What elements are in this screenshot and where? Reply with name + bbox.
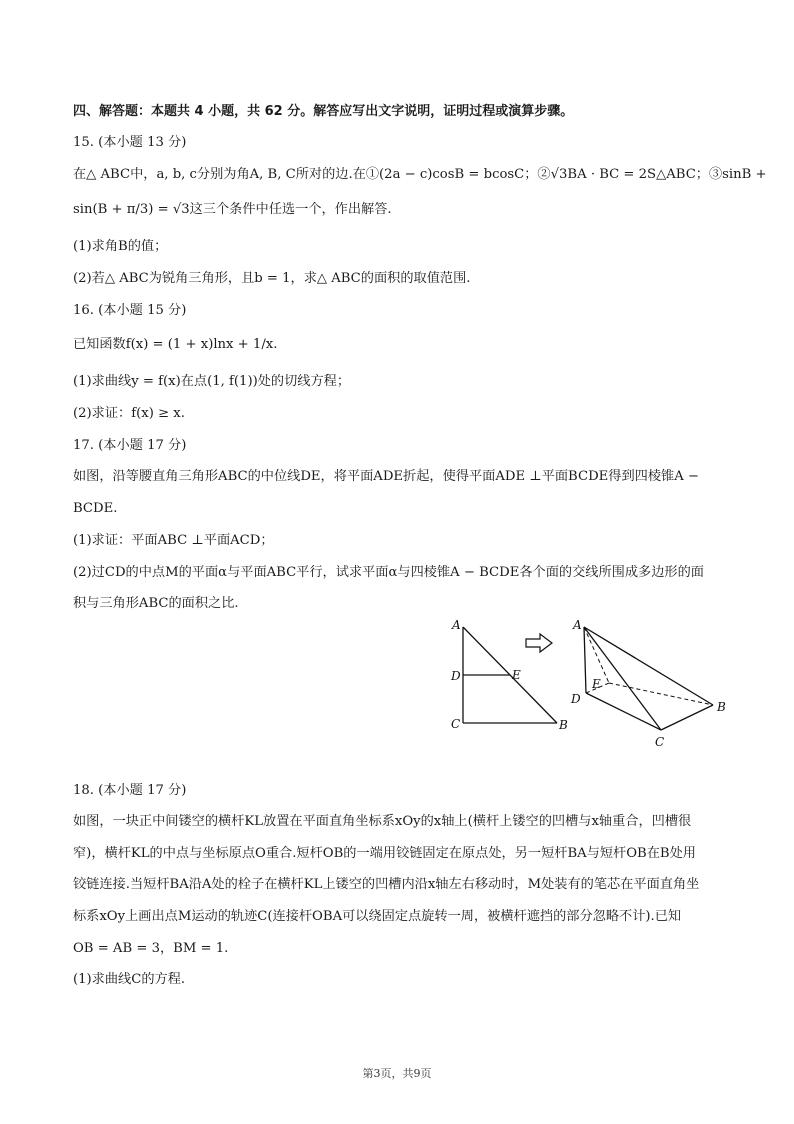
fold-arrow-icon bbox=[525, 633, 555, 653]
q18-stem-line3: 铰链连接.当短杆BA沿A处的栓子在横杆KL上镂空的凹槽内沿x轴左右移动时，M处装有的笔芯在平面直角坐 bbox=[73, 877, 700, 892]
page-footer: 第3页，共9页 bbox=[362, 1067, 432, 1080]
q15-header: 15. (本小题 13 分) bbox=[73, 135, 187, 150]
fig1-label-c: C bbox=[451, 717, 461, 731]
q15-part1: (1)求角B的值； bbox=[73, 239, 168, 254]
q16-part2: (2)求证：f(x) ≥ x. bbox=[73, 406, 185, 421]
fig1-label-e: E bbox=[512, 668, 521, 682]
fig1-label-a: A bbox=[452, 618, 461, 632]
fig2-label-b: B bbox=[717, 700, 726, 714]
q17-stem-line2: BCDE. bbox=[73, 501, 118, 516]
q18-stem-line5: OB = AB = 3，BM = 1. bbox=[73, 941, 229, 956]
q18-stem-line4: 标系xOy上画出点M运动的轨迹C(连接杆OBA可以绕固定点旋转一周，被横杆遮挡的部分忽略不计).已知 bbox=[73, 909, 682, 924]
q18-stem-line1: 如图，一块正中间镂空的横杆KL放置在平面直角坐标系xOy的x轴上(横杆上镂空的凹槽与x轴重合，凹槽很 bbox=[73, 814, 692, 829]
q17-part2-line1: (2)过CD的中点M的平面α与平面ABC平行，试求平面α与四棱锥A − BCDE各个面的交线所围成多边形的面 bbox=[73, 565, 704, 580]
q17-part2-line2: 积与三角形ABC的面积之比. bbox=[73, 596, 239, 611]
fig2-label-a: A bbox=[573, 618, 582, 632]
q16-stem: 已知函数f(x) = (1 + x)lnx + 1/x. bbox=[73, 337, 278, 352]
q17-stem-line1: 如图，沿等腰直角三角形ABC的中位线DE，将平面ADE折起，使得平面ADE ⊥平面BCDE得到四棱锥A − bbox=[73, 469, 699, 484]
fig1-label-b: B bbox=[559, 718, 568, 732]
q15-stem-line1: 在△ ABC中，a, b, c分别为角A, B, C所对的边.在①(2a − c)cosB = bcosC；②√3BA · BC = 2S△ABC；③sinB + bbox=[73, 167, 767, 182]
q18-stem-line2: 窄)，横杆KL的中点与坐标原点O重合.短杆OB的一端用铰链固定在原点处，另一短杆BA与短杆OB在B处用 bbox=[73, 846, 696, 861]
q15-stem-line2: sin(B + π/3) = √3这三个条件中任选一个，作出解答. bbox=[73, 202, 392, 217]
fig1-label-d: D bbox=[451, 669, 461, 683]
q17-figure-pyramid bbox=[565, 615, 740, 755]
q17-header: 17. (本小题 17 分) bbox=[73, 438, 187, 453]
q17-part1: (1)求证：平面ABC ⊥平面ACD； bbox=[73, 533, 274, 548]
q15-part2: (2)若△ ABC为锐角三角形，且b = 1，求△ ABC的面积的取值范围. bbox=[73, 271, 471, 286]
q17-figure-triangle bbox=[440, 615, 580, 735]
q18-part1: (1)求曲线C的方程. bbox=[73, 972, 186, 987]
q16-header: 16. (本小题 15 分) bbox=[73, 303, 187, 318]
fig2-label-c: C bbox=[655, 735, 665, 749]
section-title: 四、解答题：本题共 4 小题，共 62 分。解答应写出文字说明，证明过程或演算步骤。 bbox=[73, 104, 574, 119]
q16-part1: (1)求曲线y = f(x)在点(1, f(1))处的切线方程； bbox=[73, 374, 351, 389]
fig2-label-d: D bbox=[571, 692, 581, 706]
q18-header: 18. (本小题 17 分) bbox=[73, 783, 187, 798]
fig2-label-e: E bbox=[592, 677, 601, 691]
